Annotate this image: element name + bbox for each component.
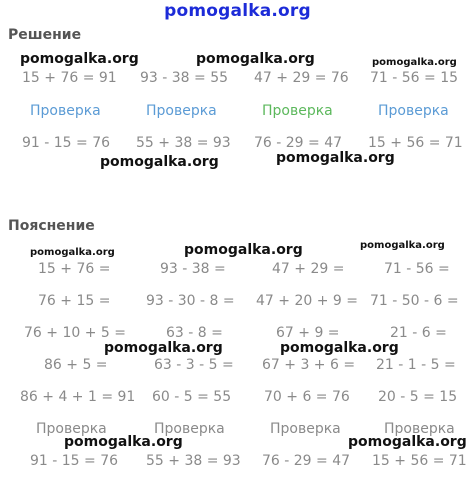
- check-label: Проверка: [270, 421, 341, 437]
- check-equation: 76 - 29 = 47: [254, 135, 343, 151]
- watermark: pomogalka.org: [280, 340, 399, 356]
- explanation-step: 71 - 50 - 6 =: [370, 293, 459, 309]
- explanation-step: 67 + 9 =: [276, 325, 340, 341]
- explanation-step: 67 + 3 + 6 =: [262, 357, 356, 373]
- explanation-step: 63 - 3 - 5 =: [154, 357, 234, 373]
- check-label: Проверка: [36, 421, 107, 437]
- check-equation: 91 - 15 = 76: [30, 453, 119, 469]
- explanation-title: Пояснение: [8, 218, 95, 234]
- check-label: Проверка: [154, 421, 225, 437]
- explanation-step: 20 - 5 = 15: [378, 389, 458, 405]
- check-equation: 91 - 15 = 76: [22, 135, 111, 151]
- explanation-step: 71 - 56 =: [384, 261, 450, 277]
- check-label: Проверка: [262, 103, 333, 119]
- explanation-step: 70 + 6 = 76: [264, 389, 350, 405]
- check-label: Проверка: [146, 103, 217, 119]
- watermark: pomogalka.org: [30, 247, 115, 258]
- explanation-step: 76 + 10 + 5 =: [24, 325, 126, 341]
- check-label: Проверка: [378, 103, 449, 119]
- solution-title: Решение: [8, 27, 82, 43]
- check-equation: 15 + 56 = 71: [372, 453, 467, 469]
- explanation-step: 86 + 4 + 1 = 91: [20, 389, 136, 405]
- explanation-step: 60 - 5 = 55: [152, 389, 232, 405]
- watermark: pomogalka.org: [372, 57, 457, 68]
- check-equation: 55 + 38 = 93: [146, 453, 241, 469]
- watermark: pomogalka.org: [196, 51, 315, 67]
- watermark: pomogalka.org: [276, 150, 395, 166]
- solution-equation: 71 - 56 = 15: [370, 70, 459, 86]
- watermark: pomogalka.org: [100, 154, 219, 170]
- watermark: pomogalka.org: [184, 242, 303, 258]
- check-equation: 76 - 29 = 47: [262, 453, 351, 469]
- check-equation: 55 + 38 = 93: [136, 135, 231, 151]
- check-label: Проверка: [30, 103, 101, 119]
- explanation-step: 86 + 5 =: [44, 357, 108, 373]
- watermark: pomogalka.org: [348, 434, 467, 450]
- explanation-step: 63 - 8 =: [166, 325, 223, 341]
- solution-equation: 15 + 76 = 91: [22, 70, 117, 86]
- explanation-step: 47 + 29 =: [272, 261, 345, 277]
- explanation-step: 21 - 1 - 5 =: [376, 357, 456, 373]
- site-watermark: pomogalka.org: [164, 1, 311, 21]
- check-equation: 15 + 56 = 71: [368, 135, 463, 151]
- watermark: pomogalka.org: [20, 51, 139, 67]
- explanation-step: 93 - 38 =: [160, 261, 226, 277]
- explanation-step: 15 + 76 =: [38, 261, 111, 277]
- watermark: pomogalka.org: [104, 340, 223, 356]
- check-label: Проверка: [384, 421, 455, 437]
- watermark: pomogalka.org: [64, 434, 183, 450]
- solution-equation: 47 + 29 = 76: [254, 70, 349, 86]
- explanation-step: 76 + 15 =: [38, 293, 111, 309]
- explanation-step: 47 + 20 + 9 =: [256, 293, 358, 309]
- explanation-step: 21 - 6 =: [390, 325, 447, 341]
- explanation-step: 93 - 30 - 8 =: [146, 293, 235, 309]
- watermark: pomogalka.org: [360, 240, 445, 251]
- solution-equation: 93 - 38 = 55: [140, 70, 229, 86]
